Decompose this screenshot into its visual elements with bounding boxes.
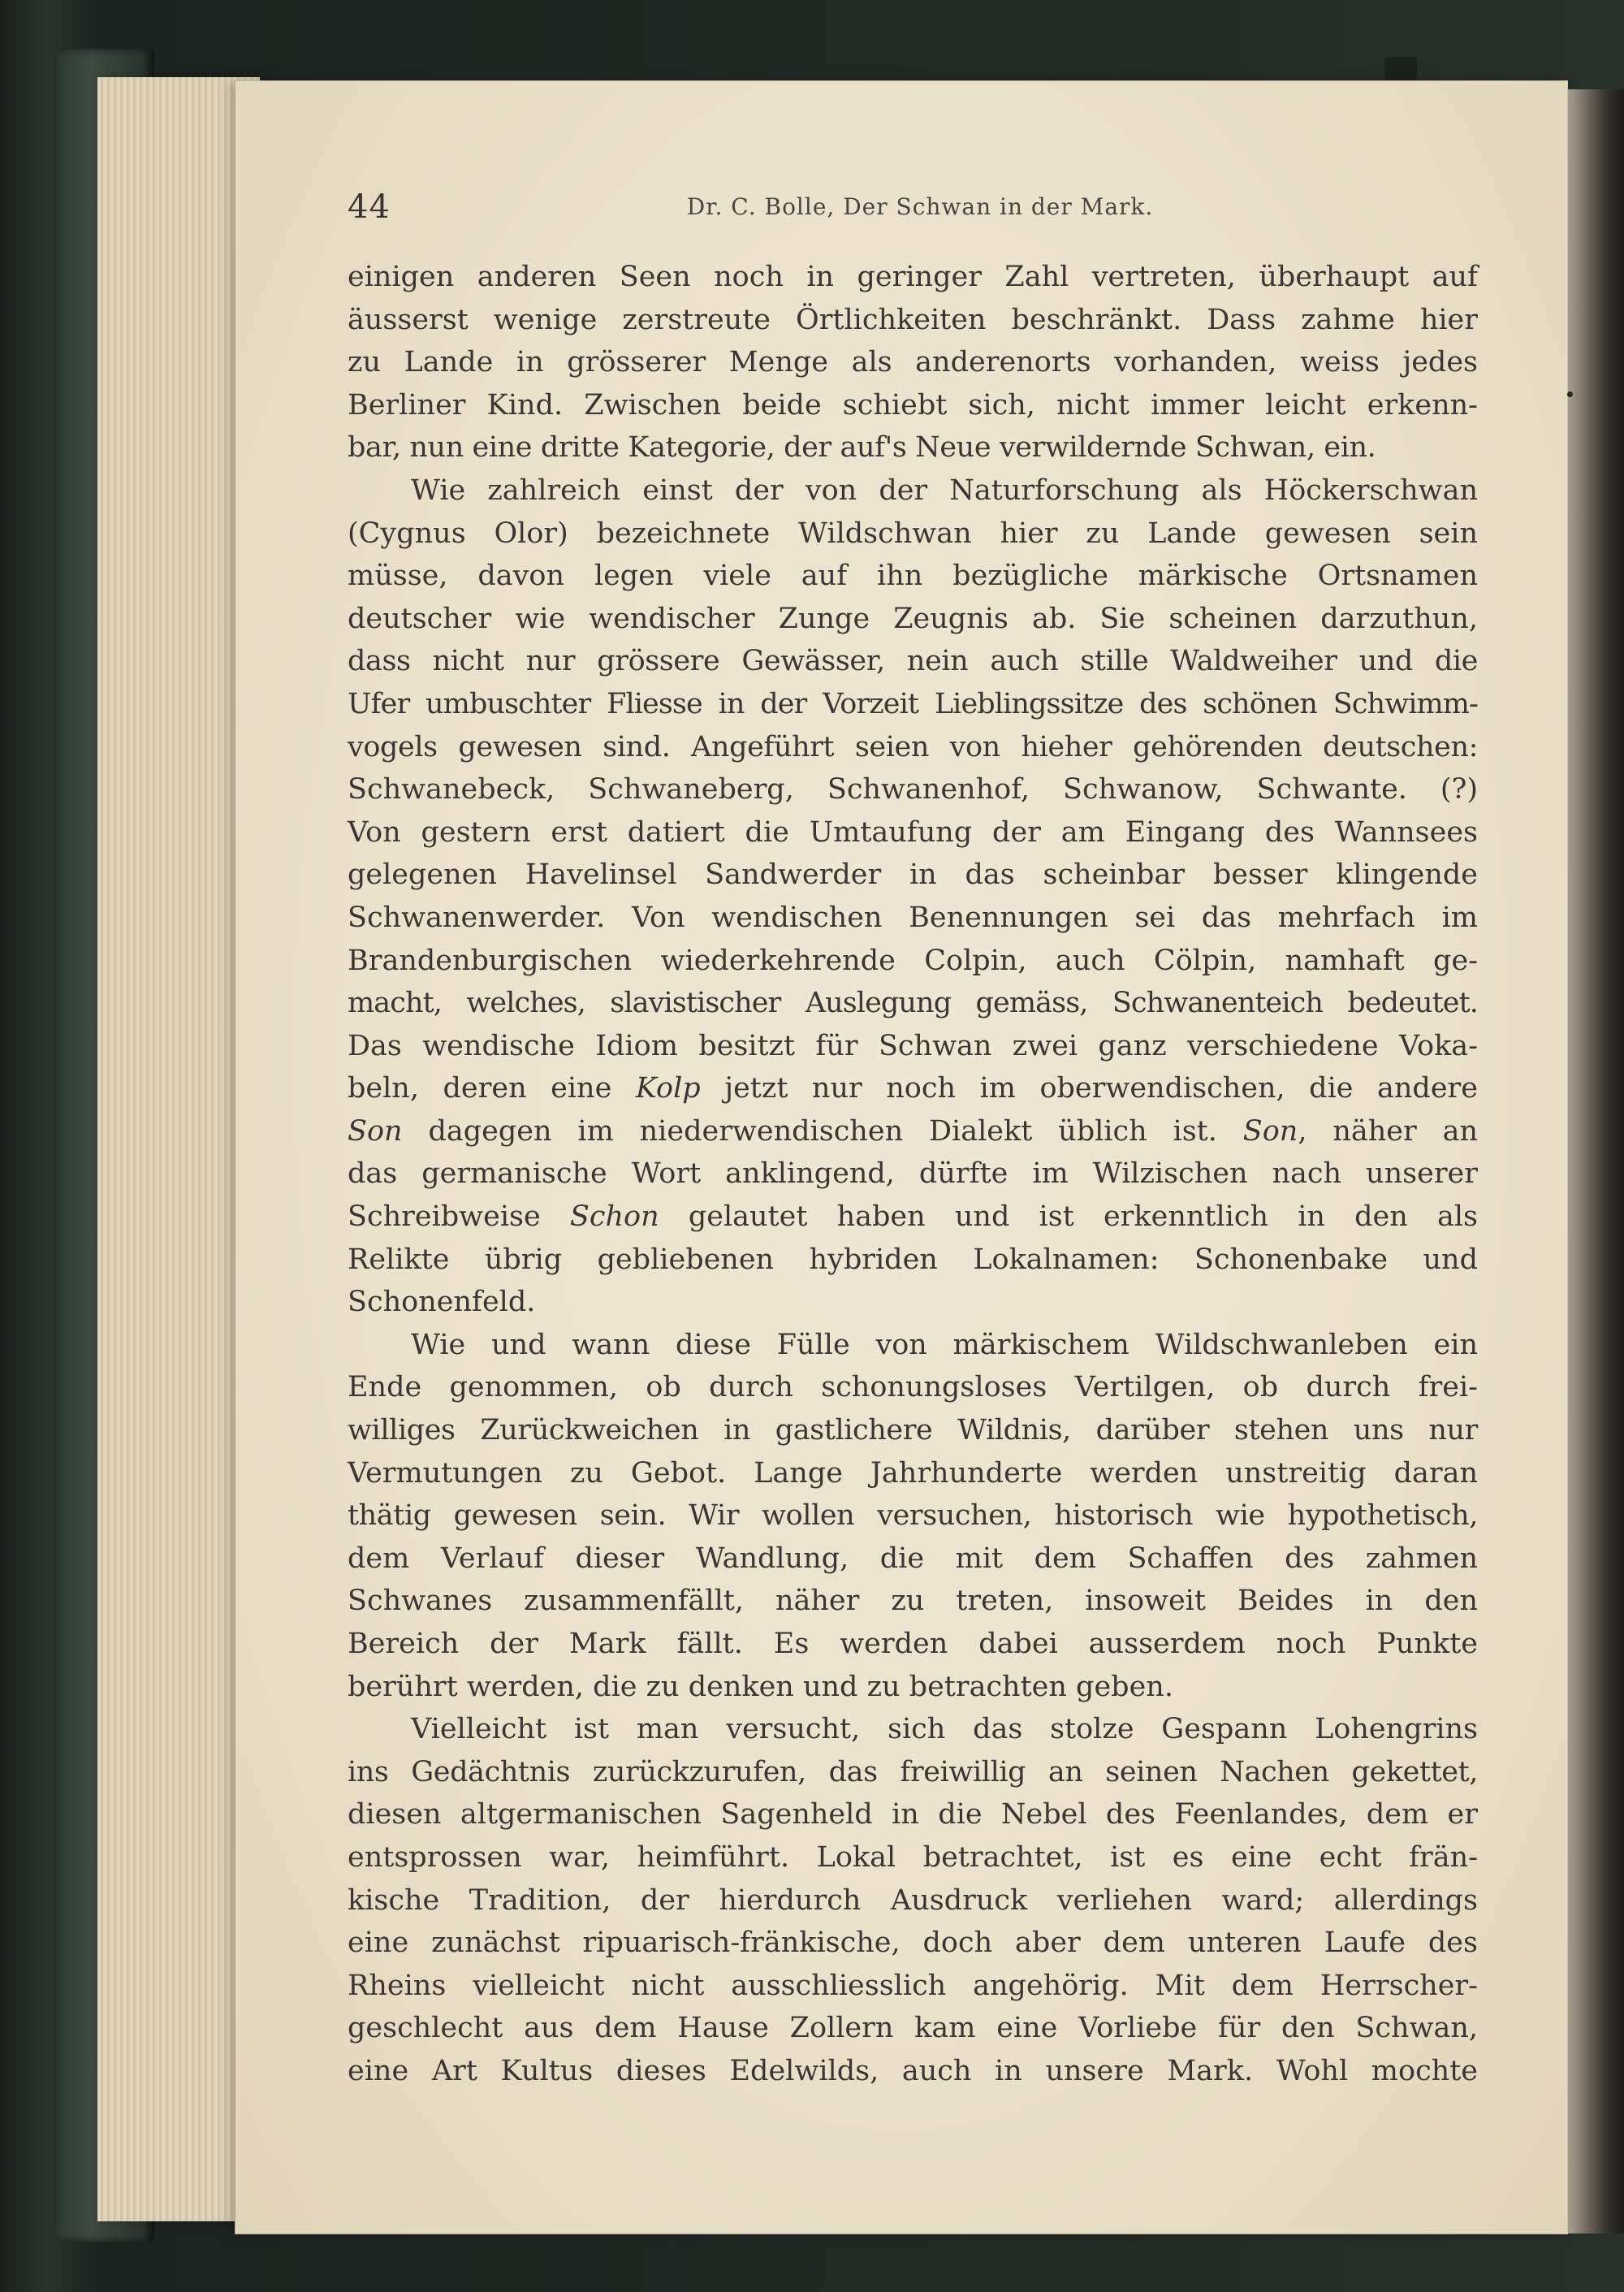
italic-term: Son [348, 1114, 403, 1148]
italic-term: Schon [569, 1200, 659, 1234]
margin-speck [1567, 391, 1573, 397]
paragraph [348, 469, 1478, 1324]
text-line: diesen altgermanischen Sagenheld in die Nebel des Feenlandes, dem er [348, 1798, 1478, 1831]
paragraph [348, 1324, 1478, 1708]
text-line: gelegenen Havelinsel Sandwerder in das scheinbar besser klingende [348, 858, 1478, 892]
text-line: macht, welches, slavistischer Auslegung gemäss, Schwanenteich bedeutet. [348, 987, 1478, 1020]
text-line: berührt werden, die zu denken und zu betrachten geben. [348, 1670, 1173, 1703]
text-line: Relikte übrig gebliebenen hybriden Lokalnamen: Schonenbake und [348, 1243, 1478, 1276]
text-line: Schwanebeck, Schwaneberg, Schwanenhof, Schwanow, Schwante. (?) [348, 773, 1478, 807]
text-line: Berliner Kind. Zwischen beide schiebt sich, nicht immer leicht erkenn- [348, 388, 1478, 422]
page-number: 44 [348, 188, 391, 226]
text-line: (Cygnus Olor) bezeichnete Wildschwan hier zu Lande gewesen sein [348, 517, 1478, 550]
book-binding-right [1559, 89, 1624, 2234]
text-line: einigen anderen Seen noch in geringer Zahl vertreten, überhaupt auf [348, 261, 1478, 293]
text-line: eine Art Kultus dieses Edelwilds, auch in unsere Mark. Wohl mochte [348, 2054, 1478, 2087]
text-line: Ufer umbuschter Fliesse in der Vorzeit Lieblingssitze des schönen Schwimm- [348, 687, 1478, 720]
paragraph [348, 1708, 1478, 2092]
text-line: Vermutungen zu Gebot. Lange Jahrhunderte werden unstreitig daran [348, 1456, 1478, 1490]
text-line: geschlecht aus dem Hause Zollern kam eine Vorliebe für den Schwan, [348, 2012, 1478, 2045]
text-line: Von gestern erst datiert die Umtaufung der am Eingang des Wannsees [348, 815, 1478, 849]
text-line: bar, nun eine dritte Kategorie, der auf's Neue verwildernde Schwan, ein. [348, 431, 1376, 465]
text-line: äusserst wenige zerstreute Örtlichkeiten beschränkt. Dass zahme hier [348, 303, 1478, 336]
text-line: kische Tradition, der hierdurch Ausdruck verliehen ward; allerdings [348, 1883, 1478, 1917]
italic-term: Son [1242, 1114, 1298, 1148]
italic-term: Kolp [635, 1072, 701, 1105]
text-line: dem Verlauf dieser Wandlung, die mit dem Schaffen des zahmen [348, 1542, 1478, 1575]
text-line: deutscher wie wendischer Zunge Zeugnis ab. Sie scheinen darzuthun, [348, 602, 1478, 635]
text-line: Das wendische Idiom besitzt für Schwan zwei ganz verschiedene Voka- [348, 1029, 1478, 1062]
text-line: das germanische Wort anklingend, dürfte im Wilzischen nach unserer [348, 1157, 1478, 1191]
text-line: williges Zurückweichen in gastlichere Wildnis, darüber stehen uns nur [348, 1414, 1478, 1447]
text-line: Vielleicht ist man versucht, sich das stolze Gespann Lohengrins [411, 1713, 1478, 1746]
text-line: Brandenburgischen wiederkehrende Colpin, auch Cölpin, namhaft ge- [348, 944, 1478, 977]
body-text [348, 256, 1478, 2093]
text-line: Wie und wann diese Fülle von märkischem Wildschwanleben ein [411, 1328, 1478, 1361]
text-line: Schonenfeld. [348, 1286, 536, 1319]
text-line: vogels gewesen sind. Angeführt seien von hieher gehörenden deutschen: [348, 730, 1478, 763]
text-line: Bereich der Mark fällt. Es werden dabei ausserdem noch Punkte [348, 1628, 1478, 1660]
text-line: Ende genommen, ob durch schonungsloses Vertilgen, ob durch frei- [348, 1371, 1478, 1404]
text-line: eine zunächst ripuarisch-fränkische, doch aber dem unteren Laufe des [348, 1927, 1478, 1960]
text-line: Schreibweise Schon gelautet haben und ist erkenntlich in den als [348, 1200, 1478, 1234]
running-head: Dr. C. Bolle, Der Schwan in der Mark. [686, 193, 1154, 220]
text-line: müsse, davon legen viele auf ihn bezügliche märkische Ortsnamen [348, 560, 1478, 593]
text-line: Schwanenwerder. Von wendischen Benennungen sei das mehrfach im [348, 901, 1478, 934]
paragraph [348, 256, 1478, 469]
text-line: entsprossen war, heimführt. Lokal betrachtet, ist es eine echt frän- [348, 1840, 1478, 1874]
text-line: Wie zahlreich einst der von der Naturforschung als Höckerschwan [411, 474, 1478, 507]
text-line: dass nicht nur grössere Gewässer, nein auch stille Waldweiher und die [348, 645, 1478, 678]
binding-clip [1384, 57, 1417, 81]
text-line: ins Gedächtnis zurückzurufen, das freiwillig an seinen Nachen gekettet, [348, 1755, 1478, 1788]
text-line: Son dagegen im niederwendischen Dialekt üblich ist. Son, näher an [348, 1114, 1478, 1148]
text-line: Schwanes zusammenfällt, näher zu treten, insoweit Beides in den [348, 1585, 1478, 1618]
page-sheet [235, 81, 1567, 2234]
page-header [348, 188, 1492, 237]
text-line: Rheins vielleicht nicht ausschliesslich angehörig. Mit dem Herrscher- [348, 1969, 1478, 2002]
text-line: thätig gewesen sein. Wir wollen versuchen, historisch wie hypothetisch, [348, 1499, 1478, 1533]
text-line: zu Lande in grösserer Menge als anderenorts vorhanden, weiss jedes [348, 346, 1478, 379]
text-line: beln, deren eine Kolp jetzt nur noch im oberwendischen, die andere [348, 1072, 1478, 1105]
